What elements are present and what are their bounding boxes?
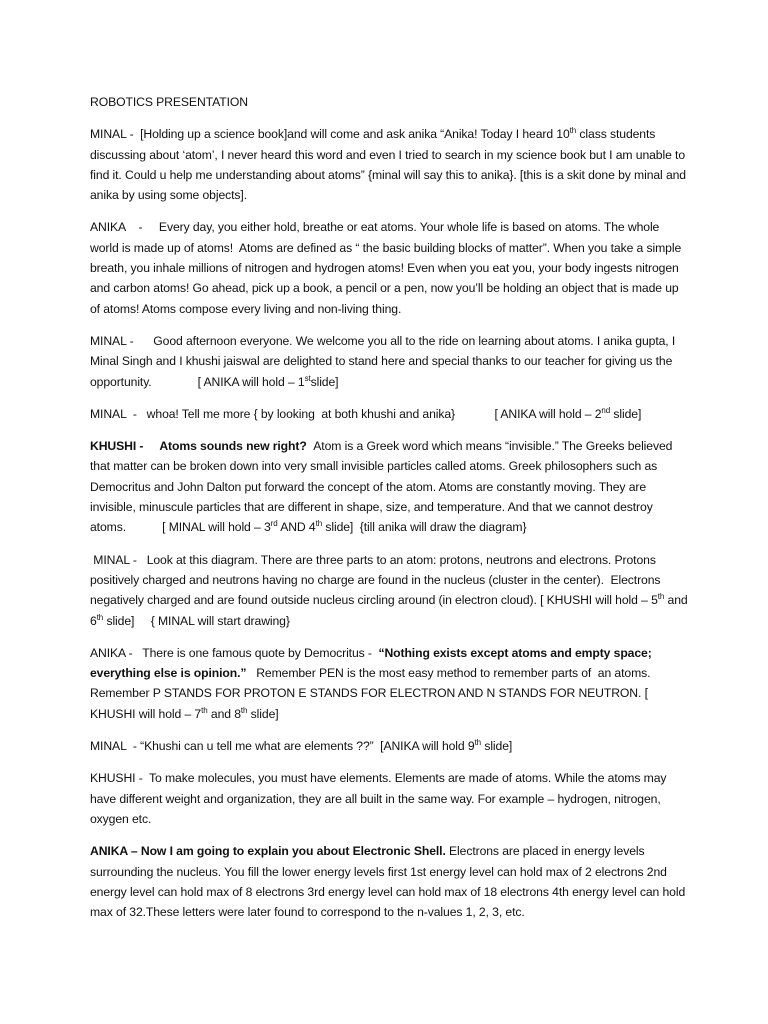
- document-title: ROBOTICS PRESENTATION: [90, 95, 248, 109]
- paragraph: [90, 768, 688, 829]
- text-run: and 8: [207, 706, 241, 721]
- text-run: MINAL - [Holding up a science book]and will come and ask anika “Anika! Today I heard 10: [90, 127, 570, 142]
- text-run: AND 4: [277, 520, 316, 535]
- text-run: class students discussing about ‘atom’, I never heard this word and even I tried to search in my science book but I am unable to find it. Could u help me understanding about atoms” {minal will say this to anika}. [this is a skit done by minal and anika by using some objects].: [90, 127, 690, 203]
- text-run: KHUSHI - To make molecules, you must have elements. Elements are made of atoms. While the atoms may have different weight and organization, they are all built in the same way. For example – hydrogen, nitrogen, oxygen etc.: [90, 771, 670, 826]
- text-run: slide]: [310, 374, 339, 389]
- text-run: MINAL - Good afternoon everyone. We welcome you all to the ride on learning about atoms. I anika gupta, I Minal Singh and I khushi jaiswal are delighted to stand here and special thanks to our teacher for giving us the opportunity. [ ANIKA will hold – 1: [90, 333, 679, 389]
- text-run: Atom is a Greek word which means “invisible.” The Greeks believed that matter can be broken down into very small invisible particles called atoms. Greek philosophers such as Democritus and John Dalton put forward the concept of the atom. Atoms are constantly moving. They are invisible, minuscule particles that are different in shape, size, and temperature. And that we cannot destroy atoms. [ MINAL will hold – 3: [90, 439, 676, 535]
- text-run: MINAL - Look at this diagram. There are three parts to an atom: protons, neutrons and electrons. Protons positively charged and neutrons having no charge are found in the nucleus (cluster in the center). Electrons negatively charged and are found outside nucleus circling around (in electron cloud). [ KHUSHI will hold – 5: [90, 552, 664, 608]
- text-run: slide]: [610, 406, 642, 421]
- superscript: th: [201, 705, 208, 715]
- superscript: th: [657, 592, 665, 602]
- superscript: th: [569, 126, 577, 136]
- text-run: “Nothing exists except atoms and empty space; everything else is opinion.”: [90, 645, 655, 681]
- paragraph: [90, 736, 688, 756]
- text-run: and 6: [90, 593, 691, 628]
- text-run: ANIKA – Now I am going to explain you about Electronic Shell.: [90, 844, 446, 859]
- text-run: KHUSHI - Atoms sounds new right?: [90, 439, 314, 454]
- text-run: slide]: [481, 739, 513, 754]
- text-run: ANIKA - There is one famous quote by Democritus -: [90, 645, 379, 660]
- paragraph: [90, 404, 688, 424]
- paragraph: [90, 643, 688, 724]
- text-run: Electrons are placed in energy levels surrounding the nucleus. You fill the lower energy levels first 1st energy level can hold max of 2 electrons 2nd energy level can hold max of 8 electrons 3rd energy level can hold max of 18 electrons 4th energy level can hold max of 32.These letters were later found to correspond to the n-values 1, 2, 3, etc.: [90, 844, 689, 920]
- document-body: [90, 92, 691, 934]
- text-run: slide] {till anika will draw the diagram}: [322, 520, 527, 535]
- paragraph: [90, 841, 688, 922]
- paragraph-list: [90, 124, 691, 922]
- paragraph: [90, 217, 688, 318]
- superscript: th: [315, 519, 323, 529]
- superscript: th: [474, 737, 482, 747]
- superscript: th: [96, 612, 104, 622]
- text-run: MINAL - “Khushi can u tell me what are elements ??” [ANIKA will hold 9: [90, 739, 475, 754]
- paragraph: [90, 436, 688, 537]
- paragraph: [90, 124, 688, 205]
- text-run: slide] { MINAL will start drawing}: [103, 613, 290, 628]
- text-run: MINAL - whoa! Tell me more { by looking at both khushi and anika} [ ANIKA will hold – 2: [90, 406, 602, 421]
- superscript: nd: [601, 405, 611, 415]
- text-run: slide]: [247, 706, 279, 721]
- paragraph: [90, 550, 691, 631]
- paragraph: [90, 331, 688, 392]
- text-run: ANIKA - Every day, you either hold, breathe or eat atoms. Your whole life is based on atoms. The whole world is made up of atoms! Atoms are defined as “ the basic building blocks of matter”. When you take a simple breath, you inhale millions of nitrogen and hydrogen atoms! Even when you eat you, your body ingests nitrogen and carbon atoms! Go ahead, pick up a book, a pencil or a pen, now you’ll be holding an object that is made up of atoms! Atoms compose every living and non-living thing.: [90, 220, 685, 316]
- text-run: Remember PEN is the most easy method to remember parts of an atoms. Remember P STANDS FOR PROTON E STANDS FOR ELECTRON AND N STANDS FOR NEUTRON. [ KHUSHI will hold – 7: [90, 666, 654, 721]
- superscript: st: [304, 373, 311, 383]
- superscript: rd: [270, 519, 278, 529]
- superscript: th: [240, 705, 248, 715]
